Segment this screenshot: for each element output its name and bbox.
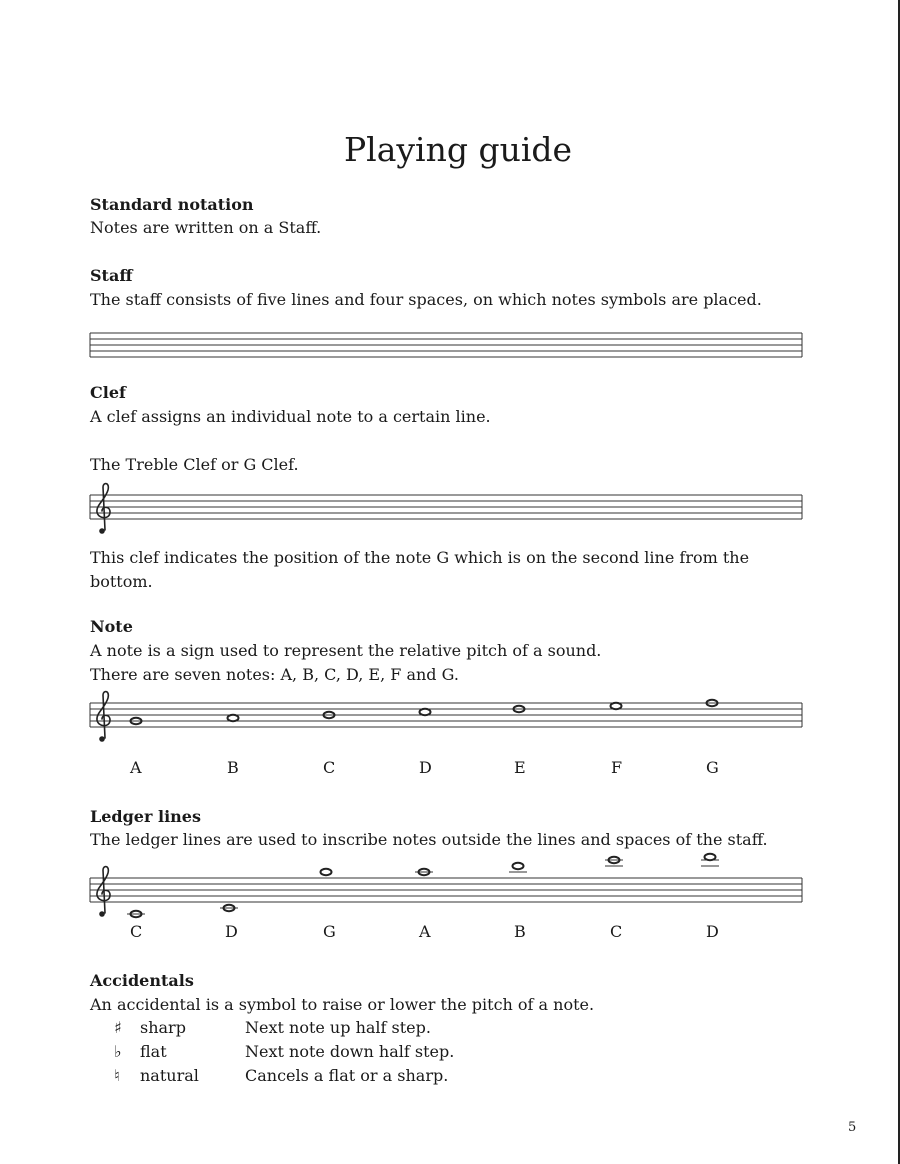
clef-heading: Clef (90, 383, 126, 402)
accidental-desc: Next note down half step. (245, 1042, 455, 1061)
note-label: D (419, 758, 432, 777)
accidental-desc: Cancels a flat or a sharp. (245, 1066, 449, 1085)
standard-notation-heading: Standard notation (90, 195, 254, 214)
note-text-1: A note is a sign used to represent the relative pitch of a sound. (90, 641, 602, 660)
note-f (611, 703, 622, 709)
clef-text: A clef assigns an individual note to a certain line. (90, 407, 491, 426)
treble-clef-icon (97, 484, 110, 533)
ledger-lines-text: The ledger lines are used to inscribe notes outside the lines and spaces of the staff. (90, 830, 768, 849)
ledger-label: A (419, 922, 431, 941)
note-text-2: There are seven notes: A, B, C, D, E, F and G. (90, 665, 459, 684)
ledger-label: B (514, 922, 526, 941)
note-d (420, 709, 431, 715)
accidentals-text: An accidental is a symbol to raise or lower the pitch of a note. (90, 995, 595, 1014)
note-label: G (706, 758, 719, 777)
note-heading: Note (90, 617, 133, 636)
treble-clef-staff (88, 480, 804, 540)
page-number: 5 (848, 1120, 857, 1135)
note-label: C (323, 758, 336, 777)
accidental-name: sharp (140, 1018, 186, 1037)
ledger-note-b-high (513, 863, 524, 869)
ledger-label: D (225, 922, 238, 941)
accidental-desc: Next note up half step. (245, 1018, 431, 1037)
note-label: A (130, 758, 142, 777)
natural-icon: ♮ (114, 1066, 120, 1085)
note-label: F (611, 758, 623, 777)
ledger-label: C (130, 922, 143, 941)
note-label: E (514, 758, 526, 777)
sharp-icon: ♯ (114, 1018, 122, 1037)
page-title: Playing guide (343, 130, 573, 169)
ledger-label: D (706, 922, 719, 941)
ledger-note-d-high (705, 854, 716, 860)
note-b (228, 715, 239, 721)
empty-staff (88, 325, 804, 365)
ledger-note-g-high (321, 869, 332, 875)
treble-clef-icon (97, 692, 110, 741)
treble-clef-icon (97, 867, 110, 916)
standard-notation-text: Notes are written on a Staff. (90, 218, 322, 237)
flat-icon: ♭ (114, 1042, 122, 1061)
clef-explanation: This clef indicates the position of the note G which is on the second line from the bottom. (90, 548, 750, 591)
accidental-name: flat (140, 1042, 167, 1061)
note-label: B (227, 758, 239, 777)
treble-clef-caption: The Treble Clef or G Clef. (90, 455, 299, 474)
ledger-label: G (323, 922, 336, 941)
ledger-label: C (610, 922, 623, 941)
accidental-name: natural (140, 1066, 199, 1085)
notes-staff (88, 688, 804, 748)
ledger-lines-heading: Ledger lines (90, 807, 201, 826)
staff-heading: Staff (90, 266, 133, 285)
ledger-staff (88, 852, 804, 920)
accidentals-heading: Accidentals (90, 971, 194, 990)
staff-text: The staff consists of five lines and four spaces, on which notes symbols are placed. (90, 290, 762, 309)
